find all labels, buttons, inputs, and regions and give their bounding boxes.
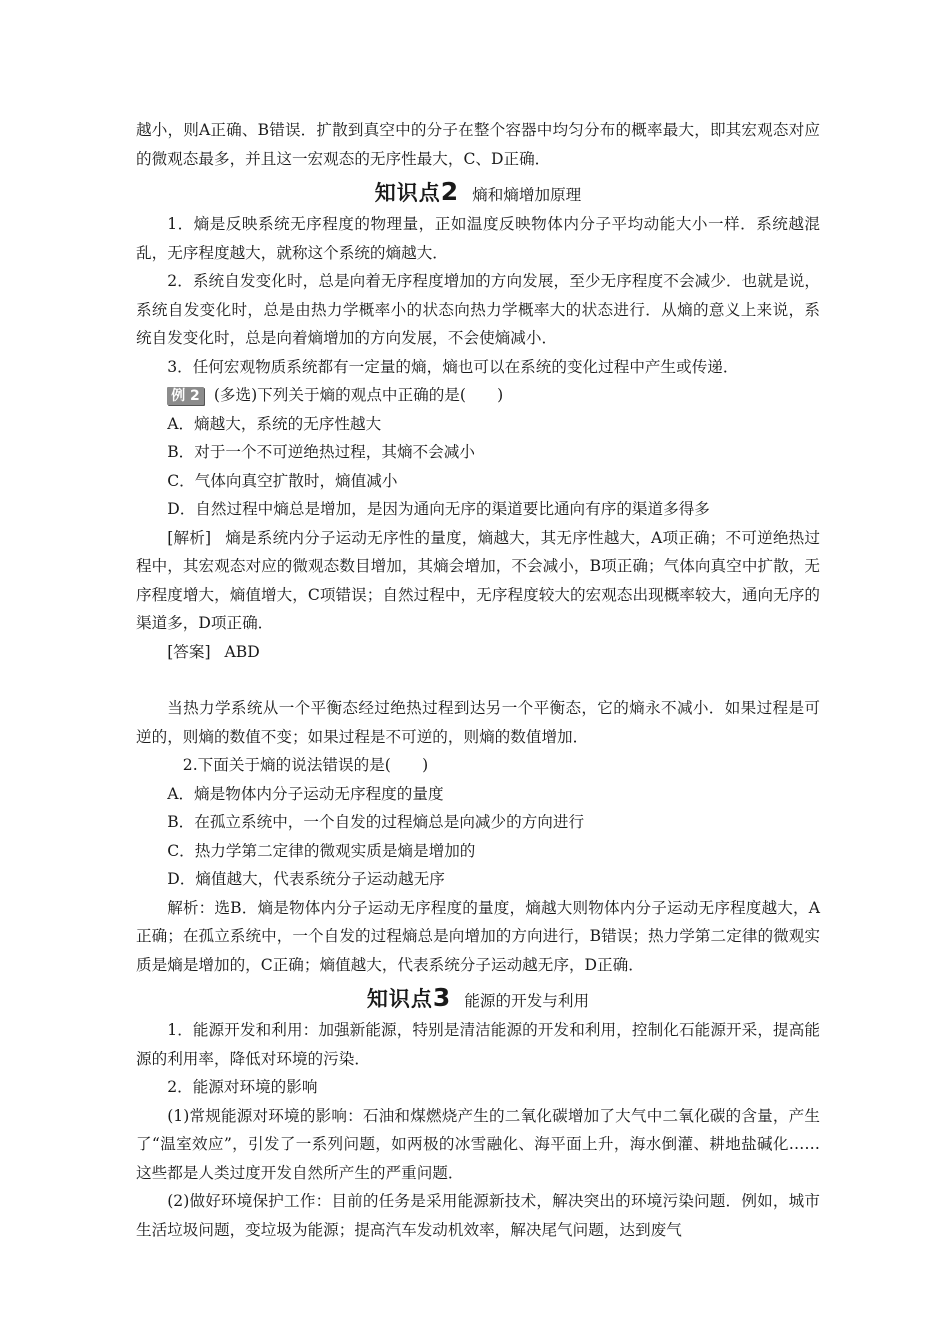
section-2-point-2: 2．系统自发变化时，总是向着无序程度增加的方向发展，至少无序程度不会减少．也就是说，系统自发变化时，总是由热力学概率小的状态向热力学概率大的状态进行．从熵的意义上来说，系统自发变化时，总是向着熵增加的方向发展，不会使熵减小． [136,272,820,347]
exercise-2-option-a: A．熵是物体内分子运动无序程度的量度 [167,784,444,803]
section-2-point-1: 1．熵是反映系统无序程度的物理量，正如温度反映物体内分子平均动能大小一样．系统越混乱，无序程度越大，就称这个系统的熵越大． [136,215,820,262]
section-3-heading [136,980,820,1016]
section-2-point-3: 3．任何宏观物质系统都有一定量的熵，熵也可以在系统的变化过程中产生或传递． [167,357,739,376]
section-3-title: 能源的开发与利用 [464,992,590,1010]
example-2-badge: 例 2 [167,387,204,405]
example-2-question: (多选)下列关于熵的观点中正确的是( ) [213,386,504,404]
answer-text: ABD [224,642,260,661]
section-3-label: 知识点 [366,987,433,1011]
summary-paragraph: 当热力学系统从一个平衡态经过绝热过程到达另一个平衡态，它的熵永不减小．如果过程是可逆的，则熵的数值不变；如果过程是不可逆的，则熵的数值增加． [136,699,820,746]
exercise-2-analysis: 解析：选B．熵是物体内分子运动无序程度的量度，熵越大则物体内分子运动无序程度越大，A正确；在孤立系统中，一个自发的过程熵总是向增加的方向进行，B错误；热力学第二定律的微观实质是熵是增加的，C正确；熵值越大，代表系统分子运动越无序，D正确． [136,898,820,974]
example-2-analysis [136,524,820,638]
example-2-option-a: A．熵越大，系统的无序性越大 [167,414,382,433]
example-2-option-b: B．对于一个不可逆绝热过程，其熵不会减小 [167,443,475,461]
intro-paragraph: 越小，则A正确、B错误．扩散到真空中的分子在整个容器中均匀分布的概率最大，即其宏观态对应的微观态最多，并且这一宏观态的无序性最大，C、D正确． [136,121,820,168]
spacer [136,666,820,694]
section-3-paragraph-3: (1)常规能源对环境的影响：石油和煤燃烧产生的二氧化碳增加了大气中二氧化碳的含量，产生了“温室效应”，引发了一系列问题，如两极的冰雪融化、海平面上升，海水倒灌、耕地盐碱化……这些都是人类过度开发自然所产生的严重问题． [136,1106,820,1182]
page-content [136,116,820,1244]
exercise-2-question: 2.下面关于熵的说法错误的是( ) [182,756,429,774]
section-2-title: 熵和熵增加原理 [472,186,582,204]
section-2-heading [136,174,820,210]
section-3-paragraph-1: 1．能源开发和利用：加强新能源，特别是清洁能源的开发和利用，控制化石能源开采，提高能源的利用率，降低对环境的污染． [136,1021,820,1068]
analysis-tag: [解析] [167,528,212,547]
section-2-number: 2 [440,177,459,206]
example-2-answer [136,638,820,667]
section-3-number: 3 [432,983,451,1012]
example-2-option-d: D．自然过程中熵总是增加，是因为通向无序的渠道要比通向有序的渠道多得多 [167,500,710,518]
exercise-2-option-c: C．热力学第二定律的微观实质是熵是增加的 [167,841,476,860]
section-2-label: 知识点 [374,181,441,205]
section-3-paragraph-2: 2．能源对环境的影响 [167,1078,318,1096]
example-2-option-c: C．气体向真空扩散时，熵值减小 [167,471,398,490]
section-3-paragraph-4: (2)做好环境保护工作：目前的任务是采用能源新技术，解决突出的环境污染问题．例如，城市生活垃圾问题，变垃圾为能源；提高汽车发动机效率，解决尾气问题，达到废气 [136,1192,820,1239]
example-2-question-line [136,381,820,410]
answer-tag: [答案] [167,642,211,661]
exercise-2-option-b: B．在孤立系统中，一个自发的过程熵总是向减少的方向进行 [167,813,585,831]
analysis-text: 熵是系统内分子运动无序性的量度，熵越大，其无序性越大，A项正确；不可逆绝热过程中，其宏观态对应的微观态数目增加，其熵会增加，不会减小，B项正确；气体向真空中扩散，无序程度增大，熵值增大，C项错误；自然过程中，无序程度较大的宏观态出现概率较大，通向无序的渠道多，D项正确． [136,528,820,632]
exercise-2-option-d: D．熵值越大，代表系统分子运动越无序 [167,870,445,888]
